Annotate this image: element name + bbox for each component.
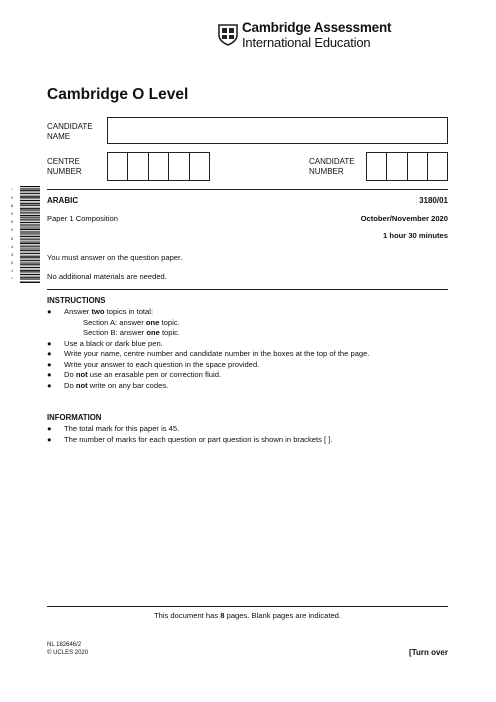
list-item: ● Write your answer to each question in the space provided. [47,359,260,369]
candidate-name-field[interactable] [107,117,448,144]
instructions-heading: INSTRUCTIONS [47,296,106,305]
copyright: © UCLES 2020 [47,650,89,656]
exam-session: October/November 2020 [360,214,448,223]
paper-title: Paper 1 Composition [47,214,118,223]
divider [47,289,448,290]
cambridge-shield-logo-icon [218,24,238,46]
centre-number-label: CENTRE NUMBER [47,157,82,176]
information-list [47,424,332,445]
centre-number-field[interactable] [107,152,210,181]
logo-line-1: Cambridge Assessment [242,20,392,35]
list-item: ● Use a black or dark blue pen. [47,338,163,348]
document-reference: NL 182646/2 [47,642,82,648]
note-no-materials: No additional materials are needed. [47,272,167,281]
logo-line-2: International Education [242,35,371,50]
list-item: ● Do not write on any bar codes. [47,380,169,390]
syllabus-code: 3180/01 [419,196,448,205]
list-item: ● Do not use an erasable pen or correction fluid. [47,370,222,379]
list-item: Section A: answer one topic. [83,317,180,327]
divider [47,606,448,607]
list-item: ● Answer two topics in total: [47,307,154,316]
note-answer-on-paper: You must answer on the question paper. [47,253,183,262]
barcode [20,186,40,283]
barcode-text: * 2 8 0 5 2 6 4 3 0 1 * [11,187,14,282]
page-title: Cambridge O Level [47,86,189,103]
list-item: ● Write your name, centre number and candidate number in the boxes at the top of the page. [47,349,370,358]
subject-name: ARABIC [47,196,79,205]
turn-over: [Turn over [409,648,448,657]
list-item: ● The total mark for this paper is 45. [47,424,180,433]
instructions-list [47,307,370,391]
list-item: ● The number of marks for each question or part question is shown in brackets [ ]. [47,434,333,444]
page-count-note: This document has 8 pages. Blank pages are indicated. [153,611,342,620]
candidate-number-label: CANDIDATE NUMBER [309,157,355,176]
exam-duration: 1 hour 30 minutes [383,231,448,240]
candidate-name-label: CANDIDATE NAME [47,122,93,141]
list-item: Section B: answer one topic. [83,328,181,337]
candidate-number-field[interactable] [366,152,448,181]
divider [47,189,448,190]
information-heading: INFORMATION [47,413,102,422]
